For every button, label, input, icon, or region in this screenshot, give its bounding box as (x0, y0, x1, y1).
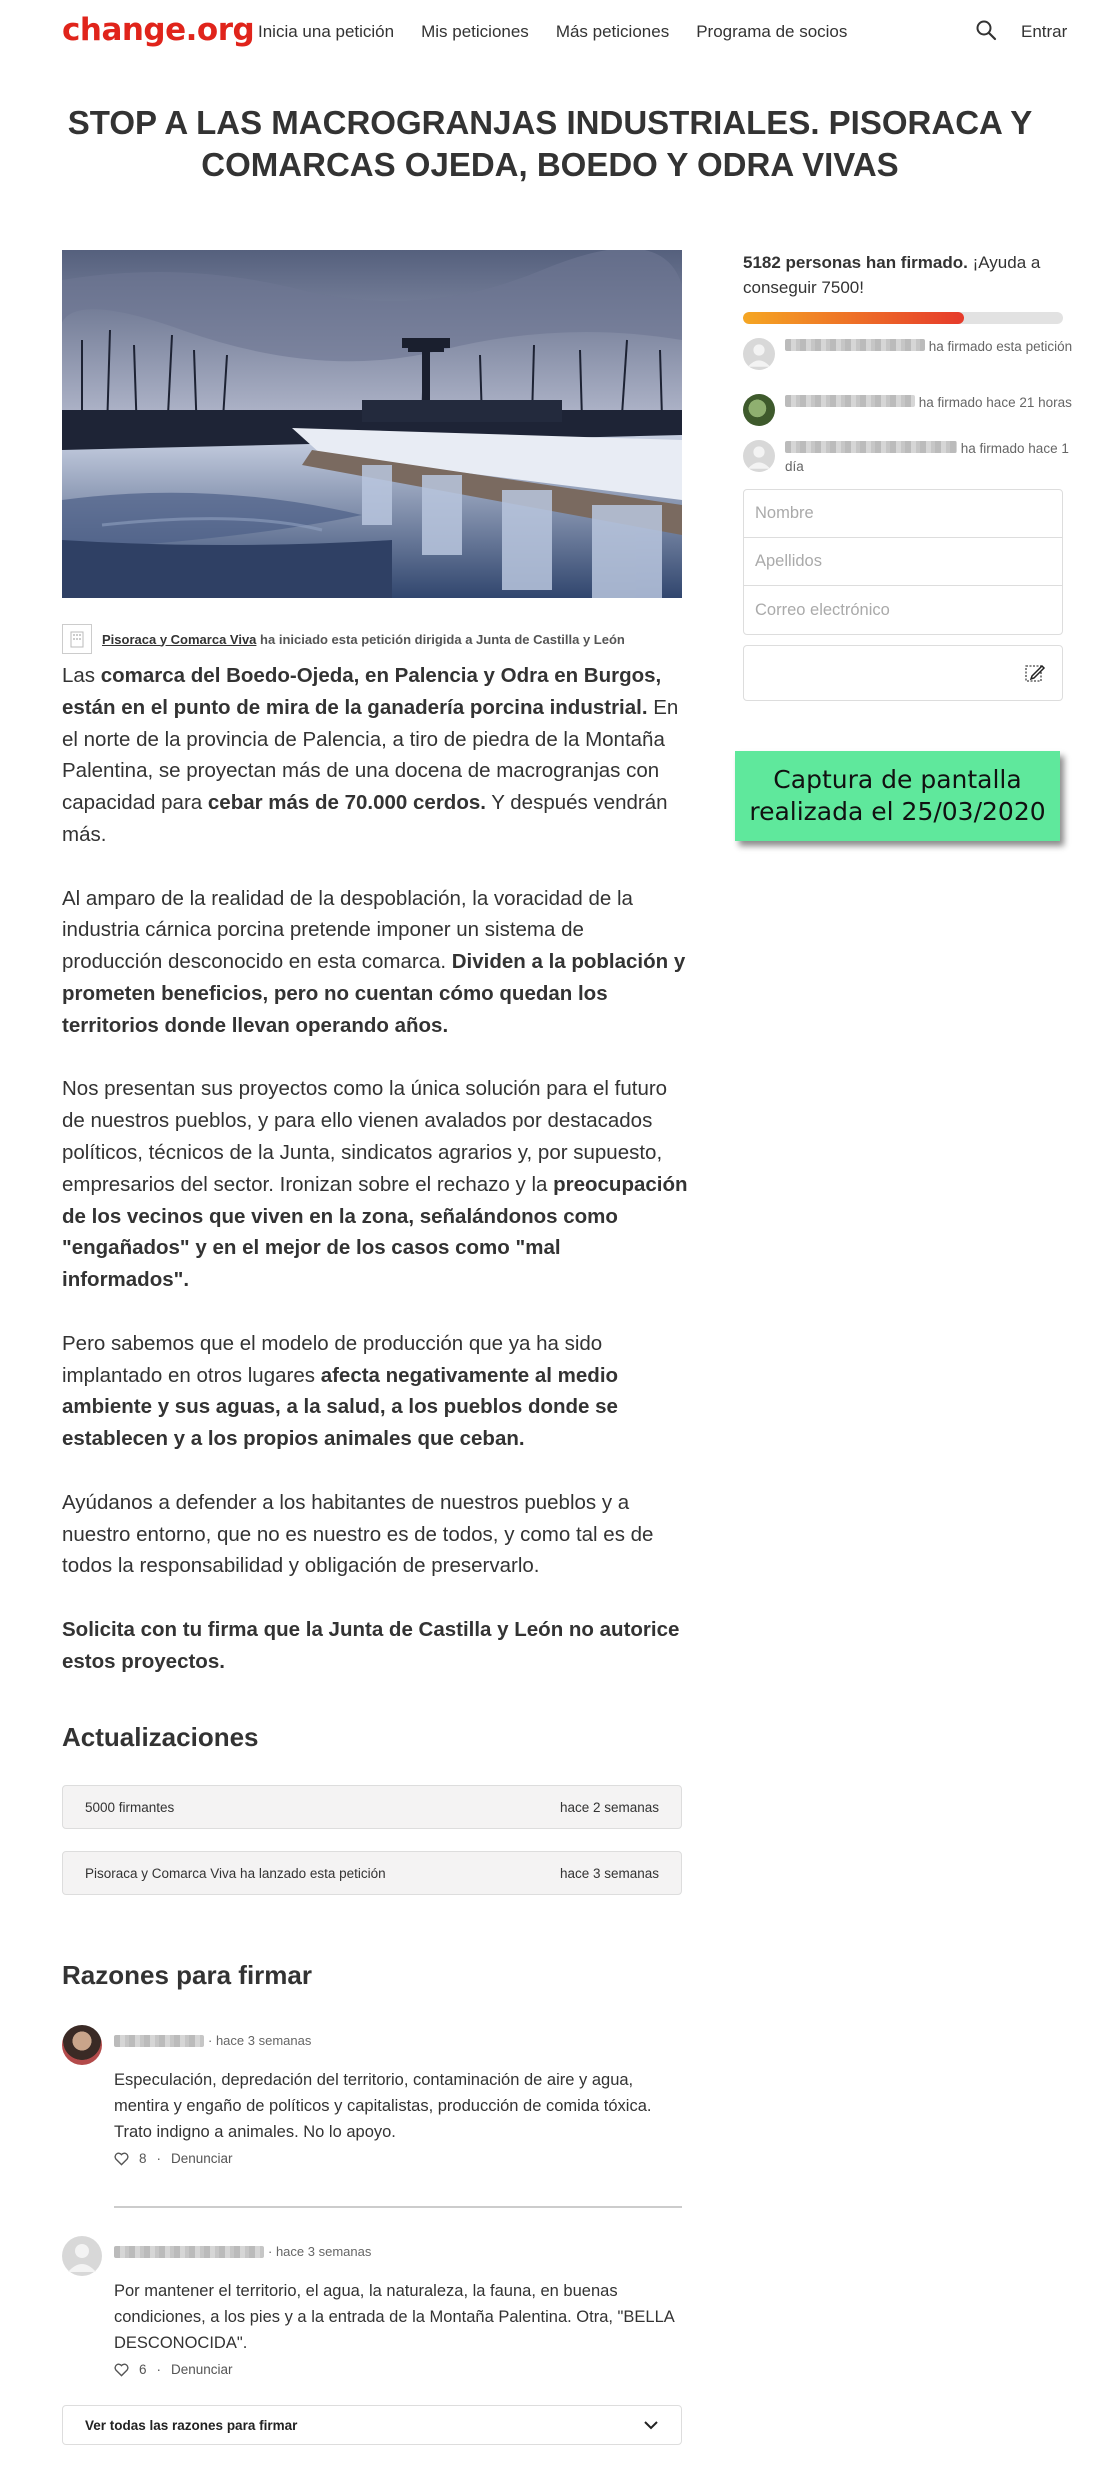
comment-box[interactable] (743, 645, 1063, 701)
main-nav (258, 22, 847, 42)
change-org-logo[interactable]: change.org (62, 12, 255, 48)
avatar (743, 440, 775, 472)
paragraph-2: Al amparo de la realidad de la despoblación, la voracidad de la industria cárnica porcina pretende imponer un sistema de producción desconocido en esta comarca. Dividen a la población y prometen beneficios, pero no cuentan cómo quedan los territorios donde llevan operando años. (62, 886, 686, 1037)
reason-divider (114, 2206, 682, 2208)
update-item[interactable]: Pisoraca y Comarca Viva ha lanzado esta petición hace 3 semanas (62, 1851, 682, 1895)
reason-text: Por mantener el territorio, el agua, la naturaleza, la fauna, en buenas condiciones, a los pies y a la entrada de la Montaña Palentina. Otra, "BELLA DESCONOCIDA". (114, 2282, 674, 2352)
email-input[interactable] (744, 586, 1062, 634)
avatar (743, 338, 775, 370)
nav-more-petitions[interactable]: Más peticiones (555, 22, 670, 41)
heart-icon[interactable] (114, 2363, 129, 2377)
paragraph-3: Nos presentan sus proyectos como la única solución para el futuro de nuestros pueblos, y para ello vienen avalados por destacados políticos, técnicos de la Junta, sindicatos agrarios y, por supuesto, empresarios del sector. Ironizan sobre el rechazo y la preocupación de los vecinos que viven en la zona, señalándonos como "engañados" y en el mejor de los casos como "mal informados". (62, 1077, 688, 1292)
avatar (62, 2025, 102, 2065)
like-count: 6 (139, 2362, 147, 2377)
reason-item: · hace 3 semanas Por mantener el territorio, el agua, la naturaleza, la fauna, en buenas condiciones, a los pies y a la entrada de la Montaña Palentina. Otra, "BELLA DESCONOCIDA". 6 · Denunciar (62, 2236, 682, 2386)
blurred-name (114, 2246, 264, 2258)
nav-my-petitions[interactable]: Mis peticiones (421, 22, 529, 41)
recent-signer: ha firmado hace 1 día (743, 440, 1073, 476)
reason-item: · hace 3 semanas Especulación, depredación del territorio, contaminación de aire y agua, mentira y engaño de políticos y capitalistas, producción de comida tóxica. Trato indigno a animales. No lo apoyo. 8 · Denunciar (62, 2025, 682, 2195)
reason-time: · hace 3 semanas (208, 2033, 312, 2048)
blurred-name (114, 2035, 204, 2047)
nav-partner-program[interactable]: Programa de socios (696, 22, 848, 41)
avatar (743, 394, 775, 426)
screenshot-date-note: Captura de pantalla realizada el 25/03/2020 (735, 751, 1060, 841)
reasons-heading: Razones para firmar (62, 1960, 312, 1990)
heart-icon[interactable] (114, 2152, 129, 2166)
sign-form (743, 489, 1063, 635)
reason-text: Especulación, depredación del territorio, contaminación de aire y agua, mentira y engaño de políticos y capitalistas, producción de comida tóxica. Trato indigno a animales. No lo apoyo. (114, 2071, 652, 2141)
signature-count: 5182 personas han firmado. ¡Ayuda a conseguir 7500! (743, 253, 1041, 297)
top-bar (0, 0, 1100, 64)
avatar (62, 2236, 102, 2276)
nav-start-petition[interactable]: Inicia una petición (258, 22, 395, 41)
petition-starter (62, 624, 682, 654)
search-icon[interactable] (974, 18, 998, 42)
report-link[interactable]: Denunciar (171, 2151, 233, 2166)
blurred-name (785, 339, 925, 351)
paragraph-6: Solicita con tu firma que la Junta de Castilla y León no autorice estos proyectos. (62, 1617, 680, 1673)
progress-fill (743, 312, 964, 324)
petition-description (62, 660, 688, 1709)
petition-image-weir (62, 250, 682, 598)
edit-icon[interactable] (1024, 662, 1046, 684)
login-link[interactable]: Entrar (1021, 22, 1068, 41)
updates-heading: Actualizaciones (62, 1722, 259, 1752)
first-name-input[interactable] (744, 490, 1062, 538)
starter-link[interactable]: Pisoraca y Comarca Viva (102, 631, 257, 647)
starter-text: ha iniciado esta petición dirigida a Junta de Castilla y León (260, 631, 625, 647)
blurred-name (785, 395, 915, 407)
like-count: 8 (139, 2151, 147, 2166)
see-all-reasons-button[interactable]: Ver todas las razones para firmar (62, 2405, 682, 2445)
paragraph-5: Ayúdanos a defender a los habitantes de nuestros pueblos y a nuestro entorno, que no es nuestro es de todos, y como tal es de todos la responsabilidad y obligación de preservarlo. (62, 1490, 654, 1578)
signature-progress-bar (743, 312, 1063, 324)
last-name-input[interactable] (744, 538, 1062, 586)
petition-title: STOP A LAS MACROGRANJAS INDUSTRIALES. PISORACA Y COMARCAS OJEDA, BOEDO Y ODRA VIVAS (67, 104, 1033, 183)
report-link[interactable]: Denunciar (171, 2362, 233, 2377)
chevron-down-icon (643, 2420, 659, 2430)
organization-icon (62, 624, 92, 654)
blurred-name (785, 441, 957, 453)
update-item[interactable]: 5000 firmantes hace 2 semanas (62, 1785, 682, 1829)
paragraph-4: Pero sabemos que el modelo de producción que ya ha sido implantado en otros lugares afecta negativamente al medio ambiente y sus aguas, a la salud, a los pueblos donde se establecen y a los propios animales que ceban. (62, 1331, 619, 1451)
recent-signer: ha firmado hace 21 horas (743, 394, 1073, 430)
recent-signer: ha firmado esta petición (743, 338, 1073, 374)
reason-time: · hace 3 semanas (268, 2244, 372, 2259)
paragraph-1: Las comarca del Boedo-Ojeda, en Palencia y Odra en Burgos, están en el punto de mira de la ganadería porcina industrial. En el norte de la provincia de Palencia, a tiro de piedra de la Montaña Palentina, se proyectan más de una docena de macrogranjas con capacidad para cebar más de 70.000 cerdos. Y después vendrán más. (62, 664, 679, 846)
